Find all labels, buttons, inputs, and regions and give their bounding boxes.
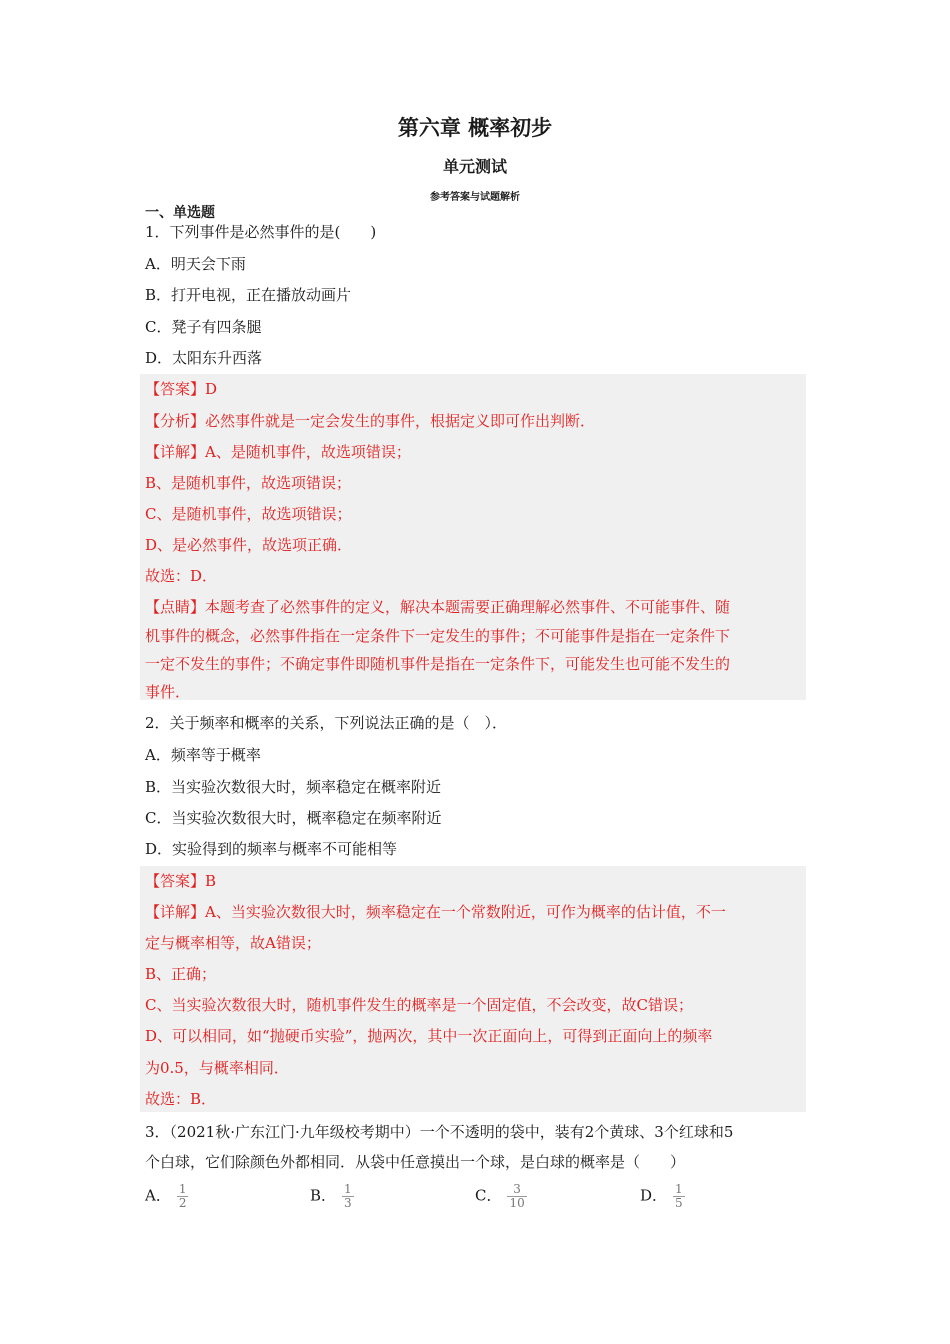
q1-comment-2: 机事件的概念，必然事件指在一定条件下一定发生的事件；不可能事件是指在一定条件下 bbox=[145, 627, 731, 645]
q3-option-a bbox=[145, 1183, 188, 1210]
fraction-denominator: 3 bbox=[344, 1196, 352, 1210]
chapter-title: 第六章 概率初步 bbox=[397, 116, 553, 140]
q1-comment-4: 事件． bbox=[145, 683, 191, 701]
q2-solution-box bbox=[140, 866, 806, 1112]
q2-option-b: B．当实验次数很大时，频率稳定在概率附近 bbox=[145, 778, 442, 796]
q1-analysis: 【分析】必然事件就是一定会发生的事件，根据定义即可作出判断． bbox=[145, 412, 596, 430]
fraction bbox=[177, 1183, 189, 1210]
q2-detail-1: 【详解】A、当实验次数很大时，频率稳定在一个常数附近，可作为概率的估计值，不一 bbox=[145, 903, 726, 921]
q3-option-c-label: C． bbox=[475, 1186, 502, 1205]
q1-comment-1: 【点睛】本题考查了必然事件的定义，解决本题需要正确理解必然事件、不可能事件、随 bbox=[145, 598, 731, 616]
q1-detail-2: B、是随机事件，故选项错误； bbox=[145, 474, 352, 492]
q2-answer: 【答案】B bbox=[145, 872, 217, 890]
q3-option-d-label: D． bbox=[640, 1186, 668, 1205]
q2-choice: 故选：B． bbox=[145, 1090, 217, 1108]
q1-comment-3: 一定不发生的事件；不确定事件即随机事件是指在一定条件下，可能发生也可能不发生的 bbox=[145, 655, 731, 673]
q2-option-c: C．当实验次数很大时，概率稳定在频率附近 bbox=[145, 809, 442, 827]
fraction bbox=[507, 1183, 526, 1210]
q3-stem-line-2: 个白球，它们除颜色外都相同．从袋中任意摸出一个球，是白球的概率是（ ） bbox=[145, 1153, 686, 1171]
q2-option-d: D．实验得到的频率与概率不可能相等 bbox=[145, 840, 398, 858]
unit-test-subtitle: 单元测试 bbox=[442, 157, 507, 176]
q1-detail-3: C、是随机事件，故选项错误； bbox=[145, 505, 352, 523]
q1-option-b: B．打开电视，正在播放动画片 bbox=[145, 286, 352, 304]
q1-answer: 【答案】D bbox=[145, 380, 218, 398]
answer-analysis-heading: 参考答案与试题解析 bbox=[430, 192, 520, 203]
q2-option-a: A．频率等于概率 bbox=[145, 746, 261, 764]
q1-option-c: C．凳子有四条腿 bbox=[145, 318, 262, 336]
q3-option-a-label: A． bbox=[145, 1186, 171, 1205]
q1-option-a: A．明天会下雨 bbox=[145, 255, 246, 273]
fraction bbox=[673, 1183, 685, 1210]
q2-detail-5: D、可以相同，如“抛硬币实验”，抛两次，其中一次正面向上，可得到正面向上的频率 bbox=[145, 1027, 713, 1045]
q1-solution-box bbox=[140, 374, 806, 700]
fraction-denominator: 5 bbox=[675, 1196, 683, 1210]
section-heading: 一、单选题 bbox=[145, 205, 215, 221]
fraction-numerator: 1 bbox=[344, 1182, 352, 1196]
q3-option-c bbox=[475, 1183, 527, 1210]
q1-stem: 1．下列事件是必然事件的是( ) bbox=[145, 223, 377, 241]
fraction-numerator: 3 bbox=[507, 1183, 526, 1197]
q1-detail-1: 【详解】A、是随机事件，故选项错误； bbox=[145, 443, 411, 461]
q1-option-d: D．太阳东升西落 bbox=[145, 349, 263, 367]
fraction-denominator: 10 bbox=[509, 1196, 525, 1210]
fraction-denominator: 2 bbox=[178, 1196, 187, 1210]
fraction bbox=[342, 1183, 354, 1210]
q2-detail-2: 定与概率相等，故A错误； bbox=[145, 934, 321, 952]
q2-detail-4: C、当实验次数很大时，随机事件发生的概率是一个固定值，不会改变，故C错误； bbox=[145, 996, 693, 1014]
q2-detail-3: B、正确； bbox=[145, 965, 217, 983]
q3-option-d bbox=[640, 1183, 685, 1210]
q2-detail-6: 为0.5，与概率相同． bbox=[145, 1059, 289, 1077]
q3-stem-line-1: 3．（2021秋·广东江门·九年级校考期中）一个不透明的袋中，装有2个黄球、3个红球和5 bbox=[145, 1123, 734, 1141]
fraction-numerator: 1 bbox=[178, 1182, 187, 1196]
q3-option-b-label: B． bbox=[310, 1186, 337, 1205]
fraction-numerator: 1 bbox=[675, 1182, 683, 1196]
q3-option-b bbox=[310, 1183, 354, 1210]
q1-detail-4: D、是必然事件，故选项正确． bbox=[145, 536, 353, 554]
q2-stem: 2．关于频率和概率的关系，下列说法正确的是（ ）． bbox=[145, 714, 508, 732]
q1-choice: 故选：D． bbox=[145, 567, 218, 585]
